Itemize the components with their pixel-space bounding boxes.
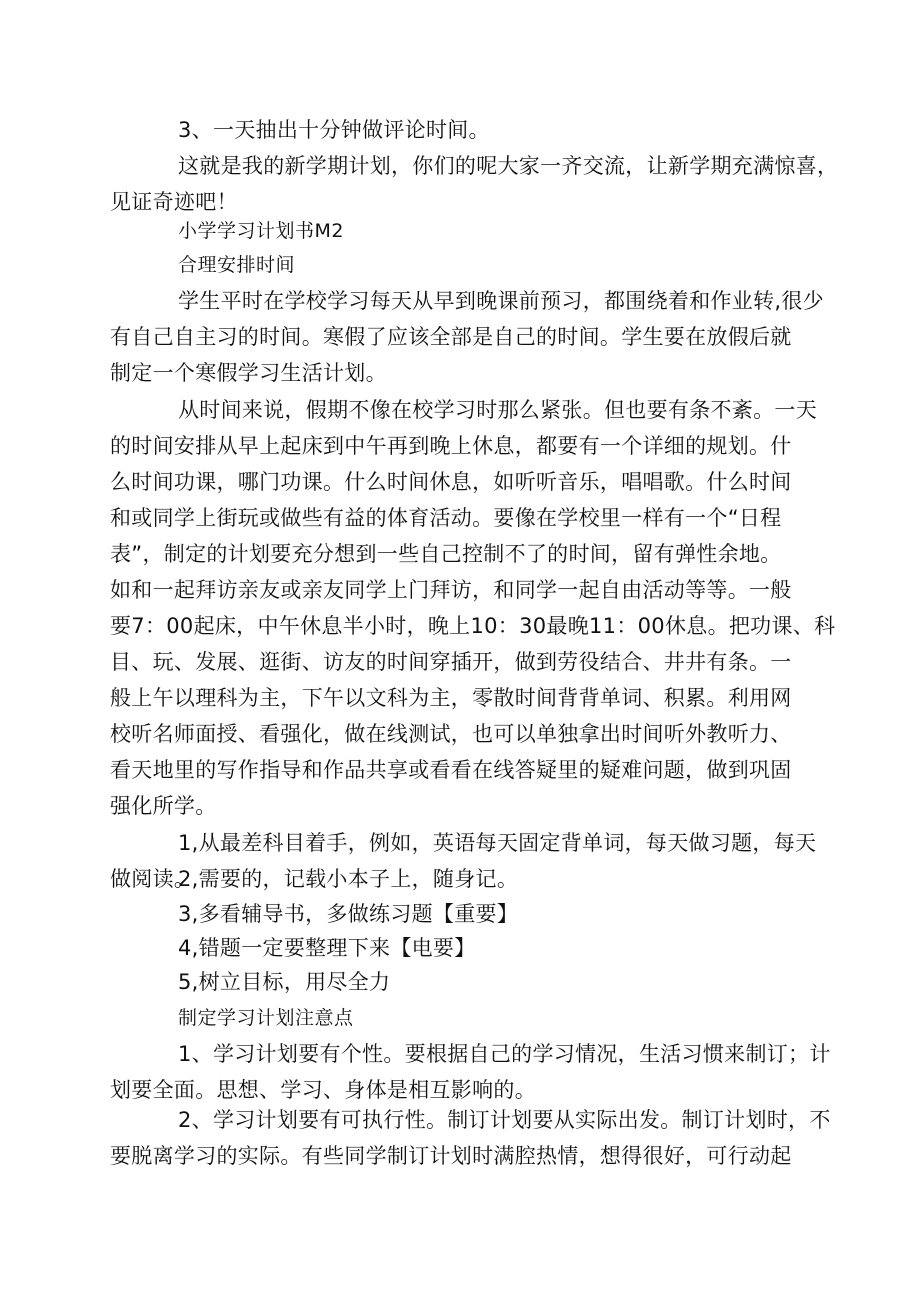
list-item [0,930,920,966]
text-line: 划要全面。思想、学习、身体是相互影响的。 [110,1078,536,1102]
section-heading [0,213,920,249]
text-line: 看天地里的写作指导和作品共享或看看在线答疑里的疑难问题，做到巩固 [110,758,792,782]
list-item [0,112,920,148]
text-line: 1、学习计划要有个性。要根据自己的学习情况，生活习惯来制订；计 [178,1042,831,1066]
list-item [0,1036,920,1108]
text-line: 学生平时在学校学习每天从早到晚课前预习，都围绕着和作业转,很少 [178,289,824,313]
text-line: 2,需要的，记载小本子上，随身记。 [178,867,519,891]
list-item [0,964,920,1000]
text-line: 3,多看辅导书，多做练习题【重要】 [178,902,519,926]
text-line: 如和一起拜访亲友或亲友同学上门拜访，和同学一起自由活动等等。一般 [110,578,792,602]
text-line: 的时间安排从早上起床到中午再到晚上休息，都要有一个详细的规划。什 [110,434,792,458]
text-line: 要7：00起床，中午休息半小时，晚上10：30最晚11：00休息。把功课、科 [110,614,836,638]
text-line: 要脱离学习的实际。有些同学制订计划时满腔热情，想得很好，可行动起 [110,1144,792,1168]
text-line: 1,从最差科目着手，例如，英语每天固定背单词，每天做习题，每天 [178,831,817,855]
text-line: 般上午以理科为主，下午以文科为主，零散时间背背单词、积累。利用网 [110,686,792,710]
text-line: 小学学习计划书M2 [178,220,344,242]
text-line: 目、玩、发展、逛街、访友的时间穿插开，做到劳役结合、井井有条。一 [110,650,792,674]
text-line: 制定一个寒假学习生活计划。 [110,361,387,385]
list-item [0,896,920,932]
text-line: 做阅读。 [110,867,196,891]
section-heading [0,1000,920,1036]
text-line: 制定学习计划注意点 [178,1007,354,1029]
text-line: 从时间来说，假期不像在校学习时那么紧张。但也要有条不紊。一天 [178,398,817,422]
text-line: 和或同学上街玩或做些有益的体育活动。要像在学校里一样有一个“日程 [110,506,782,530]
list-item [0,861,920,897]
text-line: 么时间功课，哪门功课。什么时间休息，如听听音乐，唱唱歌。什么时间 [110,470,792,494]
text-line: 有自己自主习的时间。寒假了应该全部是自己的时间。学生要在放假后就 [110,325,792,349]
text-line: 表”，制定的计划要充分想到一些自己控制不了的时间，留有弹性余地。 [110,542,782,566]
section-heading [0,247,920,283]
text-line: 强化所学。 [110,794,217,818]
body-paragraph [0,148,920,220]
text-line: 5,树立目标，用尽全力 [178,970,391,994]
text-line: 见证奇迹吧！ [110,190,238,214]
body-paragraph [0,283,920,391]
text-line: 这就是我的新学期计划，你们的呢大家一齐交流，让新学期充满惊喜， [178,154,839,178]
text-line: 2、学习计划要有可执行性。制订计划要从实际出发。制订计划时，不 [178,1108,831,1132]
list-item [0,1102,920,1174]
text-line: 4,错题一定要整理下来【电要】 [178,936,476,960]
text-line: 校听名师面授、看强化，做在线测试，也可以单独拿出时间听外教听力、 [110,722,792,746]
text-line: 3、一天抽出十分钟做评论时间。 [178,118,490,142]
body-paragraph [0,392,920,824]
text-line: 合理安排时间 [178,254,296,276]
